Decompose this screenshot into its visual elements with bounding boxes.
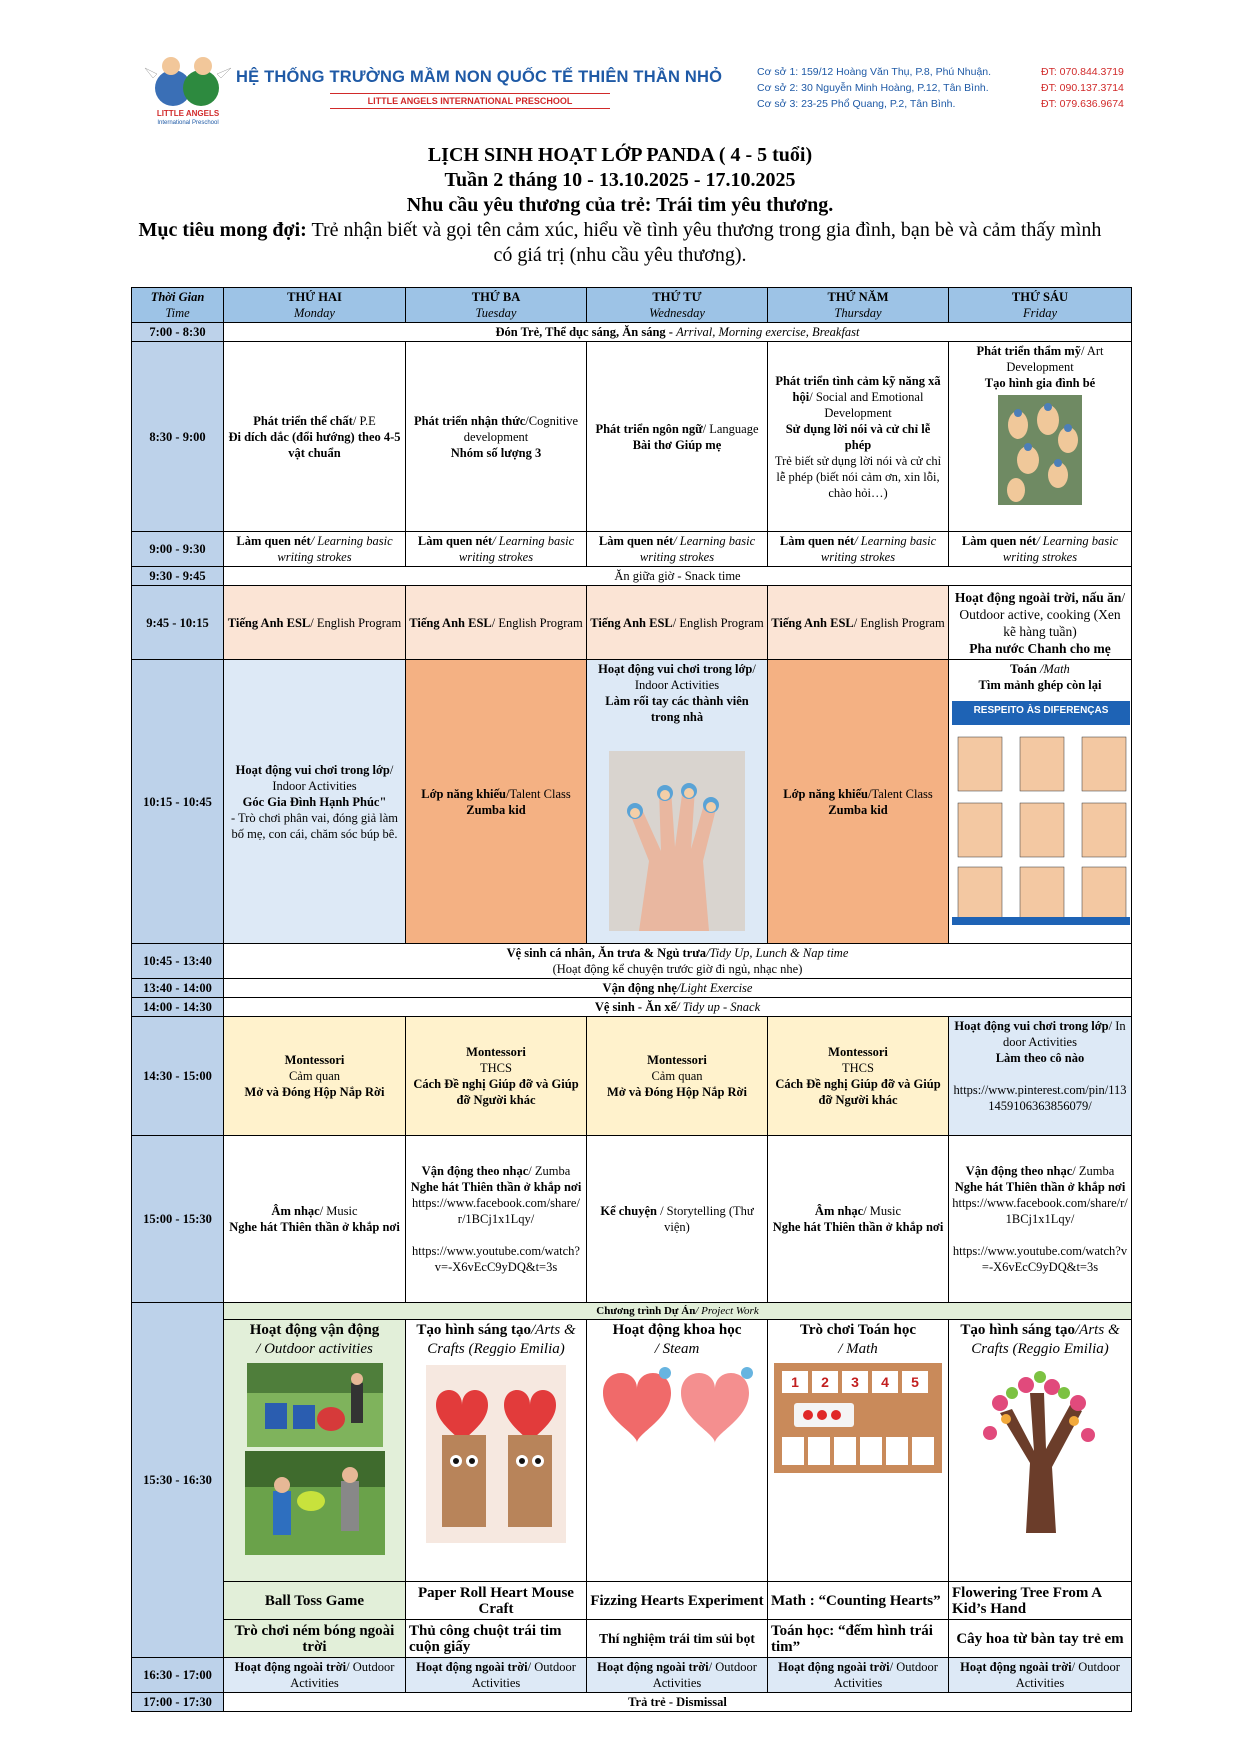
cell-title: Tiếng Anh ESL <box>409 615 492 630</box>
montessori-cell <box>224 1017 406 1136</box>
project-work-banner <box>224 1303 1132 1320</box>
cell-title: Montessori <box>284 1053 345 1067</box>
day-vi: THỨ TƯ <box>652 290 702 304</box>
heart-mouse-craft-photo <box>426 1365 566 1543</box>
document-titles <box>0 143 1240 268</box>
cell-title: Lớp năng khiếu <box>421 786 506 801</box>
cell-subtitle: /Talent Class <box>506 786 571 801</box>
activity-cell <box>406 342 587 532</box>
table-row <box>132 660 1132 944</box>
storytelling-cell <box>587 1136 768 1303</box>
time-cell: 17:00 - 17:30 <box>132 1693 224 1712</box>
cell-subtitle: /Arts & Crafts (Reggio Emilia) <box>971 1322 1120 1357</box>
goal-label: Mục tiêu mong đợi: <box>138 219 307 241</box>
lunch-nap-cell <box>224 944 1132 979</box>
table-row <box>132 979 1132 998</box>
document-title: LỊCH SINH HOẠT LỚP PANDA ( 4 - 5 tuổi) <box>427 144 813 166</box>
activity-cell <box>587 660 768 944</box>
cell-title: Làm quen nét <box>236 534 311 548</box>
cell-subtitle: / Storytelling (Thư viện) <box>656 1204 754 1234</box>
page-header <box>0 0 1240 140</box>
cell-activity: Làm theo cô nào <box>995 1051 1085 1065</box>
project-name-vi: Cây hoa từ bàn tay trẻ em <box>949 1620 1132 1658</box>
outdoor-cell <box>406 1658 587 1693</box>
cell-title: Hoạt động vận động <box>249 1322 380 1338</box>
cell-subtitle: /Math <box>1039 662 1070 676</box>
time-cell: 14:00 - 14:30 <box>132 998 224 1017</box>
cell-label: Đón Trẻ, Thể dục sáng, Ăn sáng - <box>495 325 677 339</box>
activity-cell <box>949 342 1132 532</box>
cell-title: Vận động theo nhạc <box>421 1164 529 1178</box>
writing-cell <box>768 532 949 567</box>
cell-title: Vệ sinh cá nhân, Ăn trưa & Ngủ trưa <box>506 946 706 960</box>
svg-text:5: 5 <box>911 1374 919 1390</box>
pinterest-link[interactable]: https://www.pinterest.com/pin/1131459106363856079/ <box>953 1083 1127 1113</box>
table-row <box>132 998 1132 1017</box>
cell-title: Phát triển nhận thức <box>413 413 526 428</box>
cell-subtitle: / Steam <box>654 1341 700 1357</box>
cell-title: Vận động theo nhạc <box>965 1164 1073 1178</box>
svg-text:3: 3 <box>851 1374 859 1390</box>
table-row <box>132 1582 1132 1620</box>
activity-cell <box>768 342 949 532</box>
cell-title: Hoạt động khoa học <box>612 1322 742 1338</box>
cell-activity: Mở và Đóng Hộp Nắp Rời <box>244 1085 385 1099</box>
day-vi: THỨ BA <box>471 290 521 304</box>
project-name-vi: Toán học: “đếm hình trái tim” <box>768 1620 949 1658</box>
snack-cell <box>224 998 1132 1017</box>
facebook-link[interactable]: https://www.facebook.com/share/r/1BCj1x1Lqy/ <box>412 1196 580 1226</box>
cell-subtitle: / Indoor Activities <box>1003 1019 1126 1049</box>
time-cell: 7:00 - 8:30 <box>132 323 224 342</box>
cell-subtitle: / Learning basic writing strokes <box>820 534 937 564</box>
day-vi: THỨ HAI <box>287 290 342 304</box>
writing-cell <box>406 532 587 567</box>
campus-phone: ĐT: 079.636.9674 <box>1041 98 1124 110</box>
time-cell: 15:00 - 15:30 <box>132 1136 224 1303</box>
time-cell: 16:30 - 17:00 <box>132 1658 224 1693</box>
cell-activity: Cách Đề nghị Giúp đỡ và Giúp đỡ Người khác <box>775 1077 941 1107</box>
cell-activity: Nhóm số lượng 3 <box>450 445 542 460</box>
cell-activity: Bài thơ Giúp mẹ <box>632 437 722 452</box>
project-name-vi: Thí nghiệm trái tim sủi bọt <box>587 1620 768 1658</box>
day-en: Tuesday <box>475 306 517 320</box>
montessori-cell <box>406 1017 587 1136</box>
school-name-en: LITTLE ANGELS INTERNATIONAL PRESCHOOL <box>330 93 610 109</box>
cell-subtitle: / English Program <box>491 615 583 630</box>
cell-description: - Trò chơi phân vai, đóng giả làm bố mẹ, con cái, chăm sóc búp bê. <box>230 810 398 841</box>
cell-subtitle: / Outdoor Activities <box>652 1660 757 1690</box>
outdoor-cell <box>224 1658 406 1693</box>
table-row <box>132 1620 1132 1658</box>
outdoor-cooking-cell <box>949 586 1132 660</box>
cell-activity: Cách Đề nghị Giúp đỡ và Giúp đỡ Người khác <box>413 1077 579 1107</box>
puzzle-worksheet-image <box>952 701 1130 925</box>
cell-activity: Mở và Đóng Hộp Nắp Rời <box>607 1085 747 1099</box>
cell-title: Hoạt động ngoài trời <box>416 1660 528 1674</box>
goal-text <box>0 218 1240 268</box>
campus-3 <box>757 96 1124 112</box>
outdoor-cell <box>587 1658 768 1693</box>
cell-title: Phát triển thể chất <box>253 413 353 428</box>
cell-title: Hoạt động vui chơi trong lớp <box>598 662 753 676</box>
day-vi: THỨ NĂM <box>827 290 889 304</box>
cell-title: Tiếng Anh ESL <box>227 615 311 630</box>
cell-subtitle: / Outdoor activities <box>256 1341 373 1357</box>
cell-subtitle: Cảm quan <box>651 1069 703 1083</box>
montessori-cell <box>768 1017 949 1136</box>
cell-title: Âm nhạc <box>814 1204 864 1218</box>
cell-subtitle: THCS <box>842 1061 874 1075</box>
cell-subtitle: /Cognitive development <box>463 413 579 444</box>
cell-subtitle: /Light Exercise <box>676 981 753 995</box>
activity-cell <box>587 342 768 532</box>
cell-subtitle: / English Program <box>310 615 402 630</box>
day-en: Wednesday <box>649 306 705 320</box>
project-name-vi: Trò chơi ném bóng ngoài trời <box>224 1620 406 1658</box>
fizzing-hearts-photo <box>597 1363 757 1447</box>
header-day-friday <box>949 288 1132 323</box>
cell-title: Toán <box>1010 662 1040 676</box>
cell-subtitle: / Outdoor active, cooking (Xen kẽ hàng tuần) <box>959 589 1126 639</box>
day-en: Thursday <box>834 306 882 320</box>
cell-activity: Nghe hát Thiên thần ở khắp nơi <box>772 1220 944 1234</box>
family-handprint-photo <box>998 395 1082 505</box>
time-cell: 9:30 - 9:45 <box>132 567 224 586</box>
cell-subtitle: / Indoor Activities <box>634 662 756 692</box>
cell-title: Hoạt động ngoài trời <box>597 1660 709 1674</box>
table-row <box>132 342 1132 532</box>
cell-activity: Nghe hát Thiên thần ở khắp nơi <box>229 1220 400 1234</box>
table-row <box>132 1658 1132 1693</box>
cell-activity: Tìm mảnh ghép còn lại <box>978 678 1102 692</box>
outdoor-cell <box>768 1658 949 1693</box>
cell-title: Tiếng Anh ESL <box>590 615 673 630</box>
campus-address: Cơ sở 1: 159/12 Hoàng Văn Thụ, P.8, Phú Nhuận. <box>757 66 992 78</box>
day-en: Friday <box>1022 306 1058 320</box>
cell-subtitle: / Learning basic writing strokes <box>1002 534 1119 564</box>
music-cell <box>224 1136 406 1303</box>
table-row <box>132 1017 1132 1136</box>
cell-activity: Góc Gia Đình Hạnh Phúc" <box>242 794 387 809</box>
cell-subtitle: / Outdoor Activities <box>833 1660 938 1690</box>
arrival-cell <box>224 323 1132 342</box>
snack-cell: Ăn giữa giờ - Snack time <box>224 567 1132 586</box>
cell-subtitle: / Tidy up - Snack <box>676 1000 761 1014</box>
cell-subtitle: /Arts & Crafts (Reggio Emilia) <box>427 1322 576 1357</box>
table-row <box>132 1303 1132 1320</box>
english-cell <box>406 586 587 660</box>
english-cell <box>768 586 949 660</box>
header-day-wednesday <box>587 288 768 323</box>
project-name-vi: Thủ công chuột trái tim cuộn giấy <box>406 1620 587 1658</box>
cell-subtitle: / Outdoor Activities <box>290 1660 395 1690</box>
activity-cell <box>224 660 406 944</box>
writing-cell <box>949 532 1132 567</box>
project-name-en: Paper Roll Heart Mouse Craft <box>406 1582 587 1620</box>
campus-phone: ĐT: 090.137.3714 <box>1041 82 1124 94</box>
cell-title: Hoạt động ngoài trời <box>234 1660 347 1674</box>
project-name-en: Math : “Counting Hearts” <box>768 1582 949 1620</box>
cell-activity: Nghe hát Thiên thần ở khắp nơi <box>954 1180 1126 1194</box>
cell-subtitle: /Tidy Up, Lunch & Nap time <box>706 946 849 960</box>
cell-activity: Tạo hình gia đình bé <box>984 376 1096 390</box>
cell-subtitle: / Music <box>863 1204 902 1218</box>
cell-subtitle: / Math <box>838 1341 878 1357</box>
english-cell <box>587 586 768 660</box>
campus-phone: ĐT: 070.844.3719 <box>1041 66 1124 78</box>
finger-puppet-photo <box>609 751 745 931</box>
school-logo-icon <box>143 48 233 126</box>
cell-title: Montessori <box>466 1045 526 1059</box>
cell-subtitle: / Outdoor Activities <box>471 1660 576 1690</box>
cell-subtitle: / Learning basic writing strokes <box>277 534 393 564</box>
cell-title: Hoạt động ngoài trời <box>960 1660 1072 1674</box>
campus-1 <box>757 64 1124 80</box>
cell-title: Làm quen nét <box>417 534 493 548</box>
time-cell: 14:30 - 15:00 <box>132 1017 224 1136</box>
cell-title: Âm nhạc <box>271 1204 320 1218</box>
time-cell: 10:15 - 10:45 <box>132 660 224 944</box>
time-cell: 8:30 - 9:00 <box>132 342 224 532</box>
math-cell <box>949 660 1132 944</box>
cell-title: Hoạt động vui chơi trong lớp <box>954 1019 1109 1033</box>
cell-subtitle: / English Program <box>672 615 764 630</box>
table-row <box>132 323 1132 342</box>
cell-description: Trẻ biết sử dụng lời nói và cử chỉ lễ phép (biết nói cảm ơn, xin lỗi, chào hỏi…) <box>774 453 942 500</box>
time-cell: 10:45 - 13:40 <box>132 944 224 979</box>
cell-title: Montessori <box>647 1053 707 1067</box>
cell-subtitle: / Language <box>702 421 759 436</box>
campus-2 <box>757 80 1124 96</box>
talent-cell <box>768 660 949 944</box>
montessori-cell <box>587 1017 768 1136</box>
goal-description: Trẻ nhận biết và gọi tên cảm xúc, hiểu về tình yêu thương trong gia đình, bạn bè và cảm thấy mình có giá trị (nhu cầu yêu thương). <box>306 219 1102 266</box>
cell-title: Kể chuyện <box>600 1204 657 1218</box>
cell-title: Tạo hình sáng tạo <box>960 1322 1076 1338</box>
time-cell: 13:40 - 14:00 <box>132 979 224 998</box>
table-header-row <box>132 288 1132 323</box>
cell-title: Làm quen nét <box>961 534 1037 548</box>
table-row <box>132 532 1132 567</box>
cell-title: Tiếng Anh ESL <box>771 615 854 630</box>
table-row <box>132 1136 1132 1303</box>
header-time <box>132 288 224 323</box>
svg-text:4: 4 <box>881 1374 889 1390</box>
cell-activity: Sử dụng lời nói và cử chỉ lễ phép <box>785 421 931 452</box>
theme-title: Nhu cầu yêu thương của trẻ: Trái tim yêu thương. <box>406 194 834 216</box>
cell-title: Vệ sinh - Ăn xế <box>594 1000 677 1014</box>
cell-subtitle: /Talent Class <box>868 786 933 801</box>
project-name-en: Ball Toss Game <box>224 1582 406 1620</box>
cell-subtitle: / English Program <box>853 615 945 630</box>
cell-title: Trò chơi Toán học <box>800 1322 916 1338</box>
cell-subtitle: / Zumba <box>528 1164 571 1178</box>
campus-address: Cơ sở 2: 30 Nguyễn Minh Hoàng, P.12, Tân Bình. <box>757 82 989 94</box>
time-cell: 9:45 - 10:15 <box>132 586 224 660</box>
light-exercise-cell <box>224 979 1132 998</box>
dismissal-cell: Trả trẻ - Dismissal <box>224 1693 1132 1712</box>
cell-title: Montessori <box>828 1045 888 1059</box>
project-cell <box>224 1320 406 1582</box>
cell-title: Phát triển ngôn ngữ <box>595 421 703 436</box>
activity-cell <box>224 342 406 532</box>
project-cell <box>406 1320 587 1582</box>
project-name-en: Flowering Tree From A Kid’s Hand <box>949 1582 1132 1620</box>
cell-subtitle: / Indoor Activities <box>272 762 394 793</box>
time-cell: 9:00 - 9:30 <box>132 532 224 567</box>
header-time-vi: Thời Gian <box>150 290 205 304</box>
cell-subtitle: / Learning basic writing strokes <box>639 534 756 564</box>
project-cell <box>587 1320 768 1582</box>
poster-title: RESPEITO ÀS DIFERENÇAS <box>973 705 1109 716</box>
header-day-monday <box>224 288 406 323</box>
ball-toss-photo-1 <box>247 1363 383 1447</box>
time-cell: 15:30 - 16:30 <box>132 1303 224 1658</box>
cell-subtitle: / P.E <box>352 413 376 428</box>
header-time-en: Time <box>165 306 190 320</box>
week-title: Tuần 2 tháng 10 - 13.10.2025 - 17.10.2025 <box>444 169 796 191</box>
banner-title: Chương trình Dự Án <box>596 1305 696 1317</box>
svg-text:LITTLE ANGELS: LITTLE ANGELS <box>156 109 220 118</box>
cell-activity: Pha nước Chanh cho mẹ <box>969 640 1111 656</box>
banner-subtitle: / Project Work <box>695 1305 759 1317</box>
writing-cell <box>587 532 768 567</box>
header-day-thursday <box>768 288 949 323</box>
day-vi: THỨ SÁU <box>1011 290 1069 304</box>
cell-activity: Nghe hát Thiên thần ở khắp nơi <box>410 1180 582 1194</box>
project-cell <box>949 1320 1132 1582</box>
zumba-cell <box>406 1136 587 1303</box>
cell-activity: Zumba kid <box>828 802 888 817</box>
talent-cell <box>406 660 587 944</box>
cell-subtitle: / Zumba <box>1072 1164 1115 1178</box>
ball-toss-photo-2 <box>245 1451 385 1555</box>
cell-label-en: Arrival, Morning exercise, Breakfast <box>676 325 860 339</box>
campus-list <box>757 64 1124 112</box>
facebook-link[interactable]: https://www.facebook.com/share/r/1BCj1x1Lqy/ <box>952 1196 1128 1226</box>
table-row <box>132 567 1132 586</box>
table-row <box>132 586 1132 660</box>
table-row <box>132 1320 1132 1582</box>
cell-title: Phát triển tình cảm kỹ năng xã hội <box>775 373 941 404</box>
writing-cell <box>224 532 406 567</box>
cell-subtitle: / Music <box>319 1204 358 1218</box>
english-cell <box>224 586 406 660</box>
cell-title: Phát triển thẩm mỹ <box>976 344 1081 358</box>
cell-subtitle: / Learning basic writing strokes <box>458 534 575 564</box>
cell-subtitle: / Social and Emotional Development <box>809 389 924 420</box>
outdoor-cell <box>949 1658 1132 1693</box>
cell-subtitle: / Art Development <box>1006 344 1104 374</box>
schedule-table <box>131 287 1132 1712</box>
youtube-link[interactable]: https://www.youtube.com/watch?v=-X6vEcC9yDQ&t=3s <box>952 1244 1128 1274</box>
header-day-tuesday <box>406 288 587 323</box>
cell-title: Làm quen nét <box>598 534 674 548</box>
svg-text:1: 1 <box>791 1374 799 1390</box>
cell-title: Tạo hình sáng tạo <box>416 1322 532 1338</box>
cell-title: Hoạt động vui chơi trong lớp <box>235 762 390 777</box>
activity-cell <box>949 1017 1132 1136</box>
youtube-link[interactable]: https://www.youtube.com/watch?v=-X6vEcC9yDQ&t=3s <box>412 1244 580 1274</box>
cell-title: Vận động nhẹ <box>602 981 677 995</box>
cell-title: Hoạt động ngoài trời, nấu ăn <box>954 589 1122 605</box>
table-row <box>132 944 1132 979</box>
music-cell <box>768 1136 949 1303</box>
cell-title: Lớp năng khiếu <box>783 786 868 801</box>
project-cell <box>768 1320 949 1582</box>
flowering-tree-photo <box>960 1363 1120 1543</box>
counting-hearts-photo <box>774 1363 942 1473</box>
cell-title: Hoạt động ngoài trời <box>778 1660 890 1674</box>
school-name: HỆ THỐNG TRƯỜNG MẦM NON QUỐC TẾ THIÊN THẦN NHỎ <box>236 68 723 86</box>
campus-address: Cơ sở 3: 23-25 Phổ Quang, P.2, Tân Bình. <box>757 98 956 110</box>
zumba-cell <box>949 1136 1132 1303</box>
day-en: Monday <box>294 306 335 320</box>
cell-subtitle: / Outdoor Activities <box>1015 1660 1120 1690</box>
cell-activity: Làm rối tay các thành viên trong nhà <box>605 694 749 724</box>
cell-description: (Hoạt động kể chuyện trước giờ đi ngủ, nhạc nhe) <box>552 962 803 976</box>
svg-text:International Preschool: International Preschool <box>157 120 219 126</box>
cell-title: Làm quen nét <box>779 534 855 548</box>
cell-subtitle: THCS <box>480 1061 512 1075</box>
cell-activity: Zumba kid <box>466 802 526 817</box>
svg-text:2: 2 <box>821 1374 829 1390</box>
table-row <box>132 1693 1132 1712</box>
project-name-en: Fizzing Hearts Experiment <box>587 1582 768 1620</box>
cell-subtitle: Cảm quan <box>288 1069 341 1083</box>
cell-activity: Đi dích dắc (đổi hướng) theo 4-5 vật chuẩn <box>228 429 401 460</box>
